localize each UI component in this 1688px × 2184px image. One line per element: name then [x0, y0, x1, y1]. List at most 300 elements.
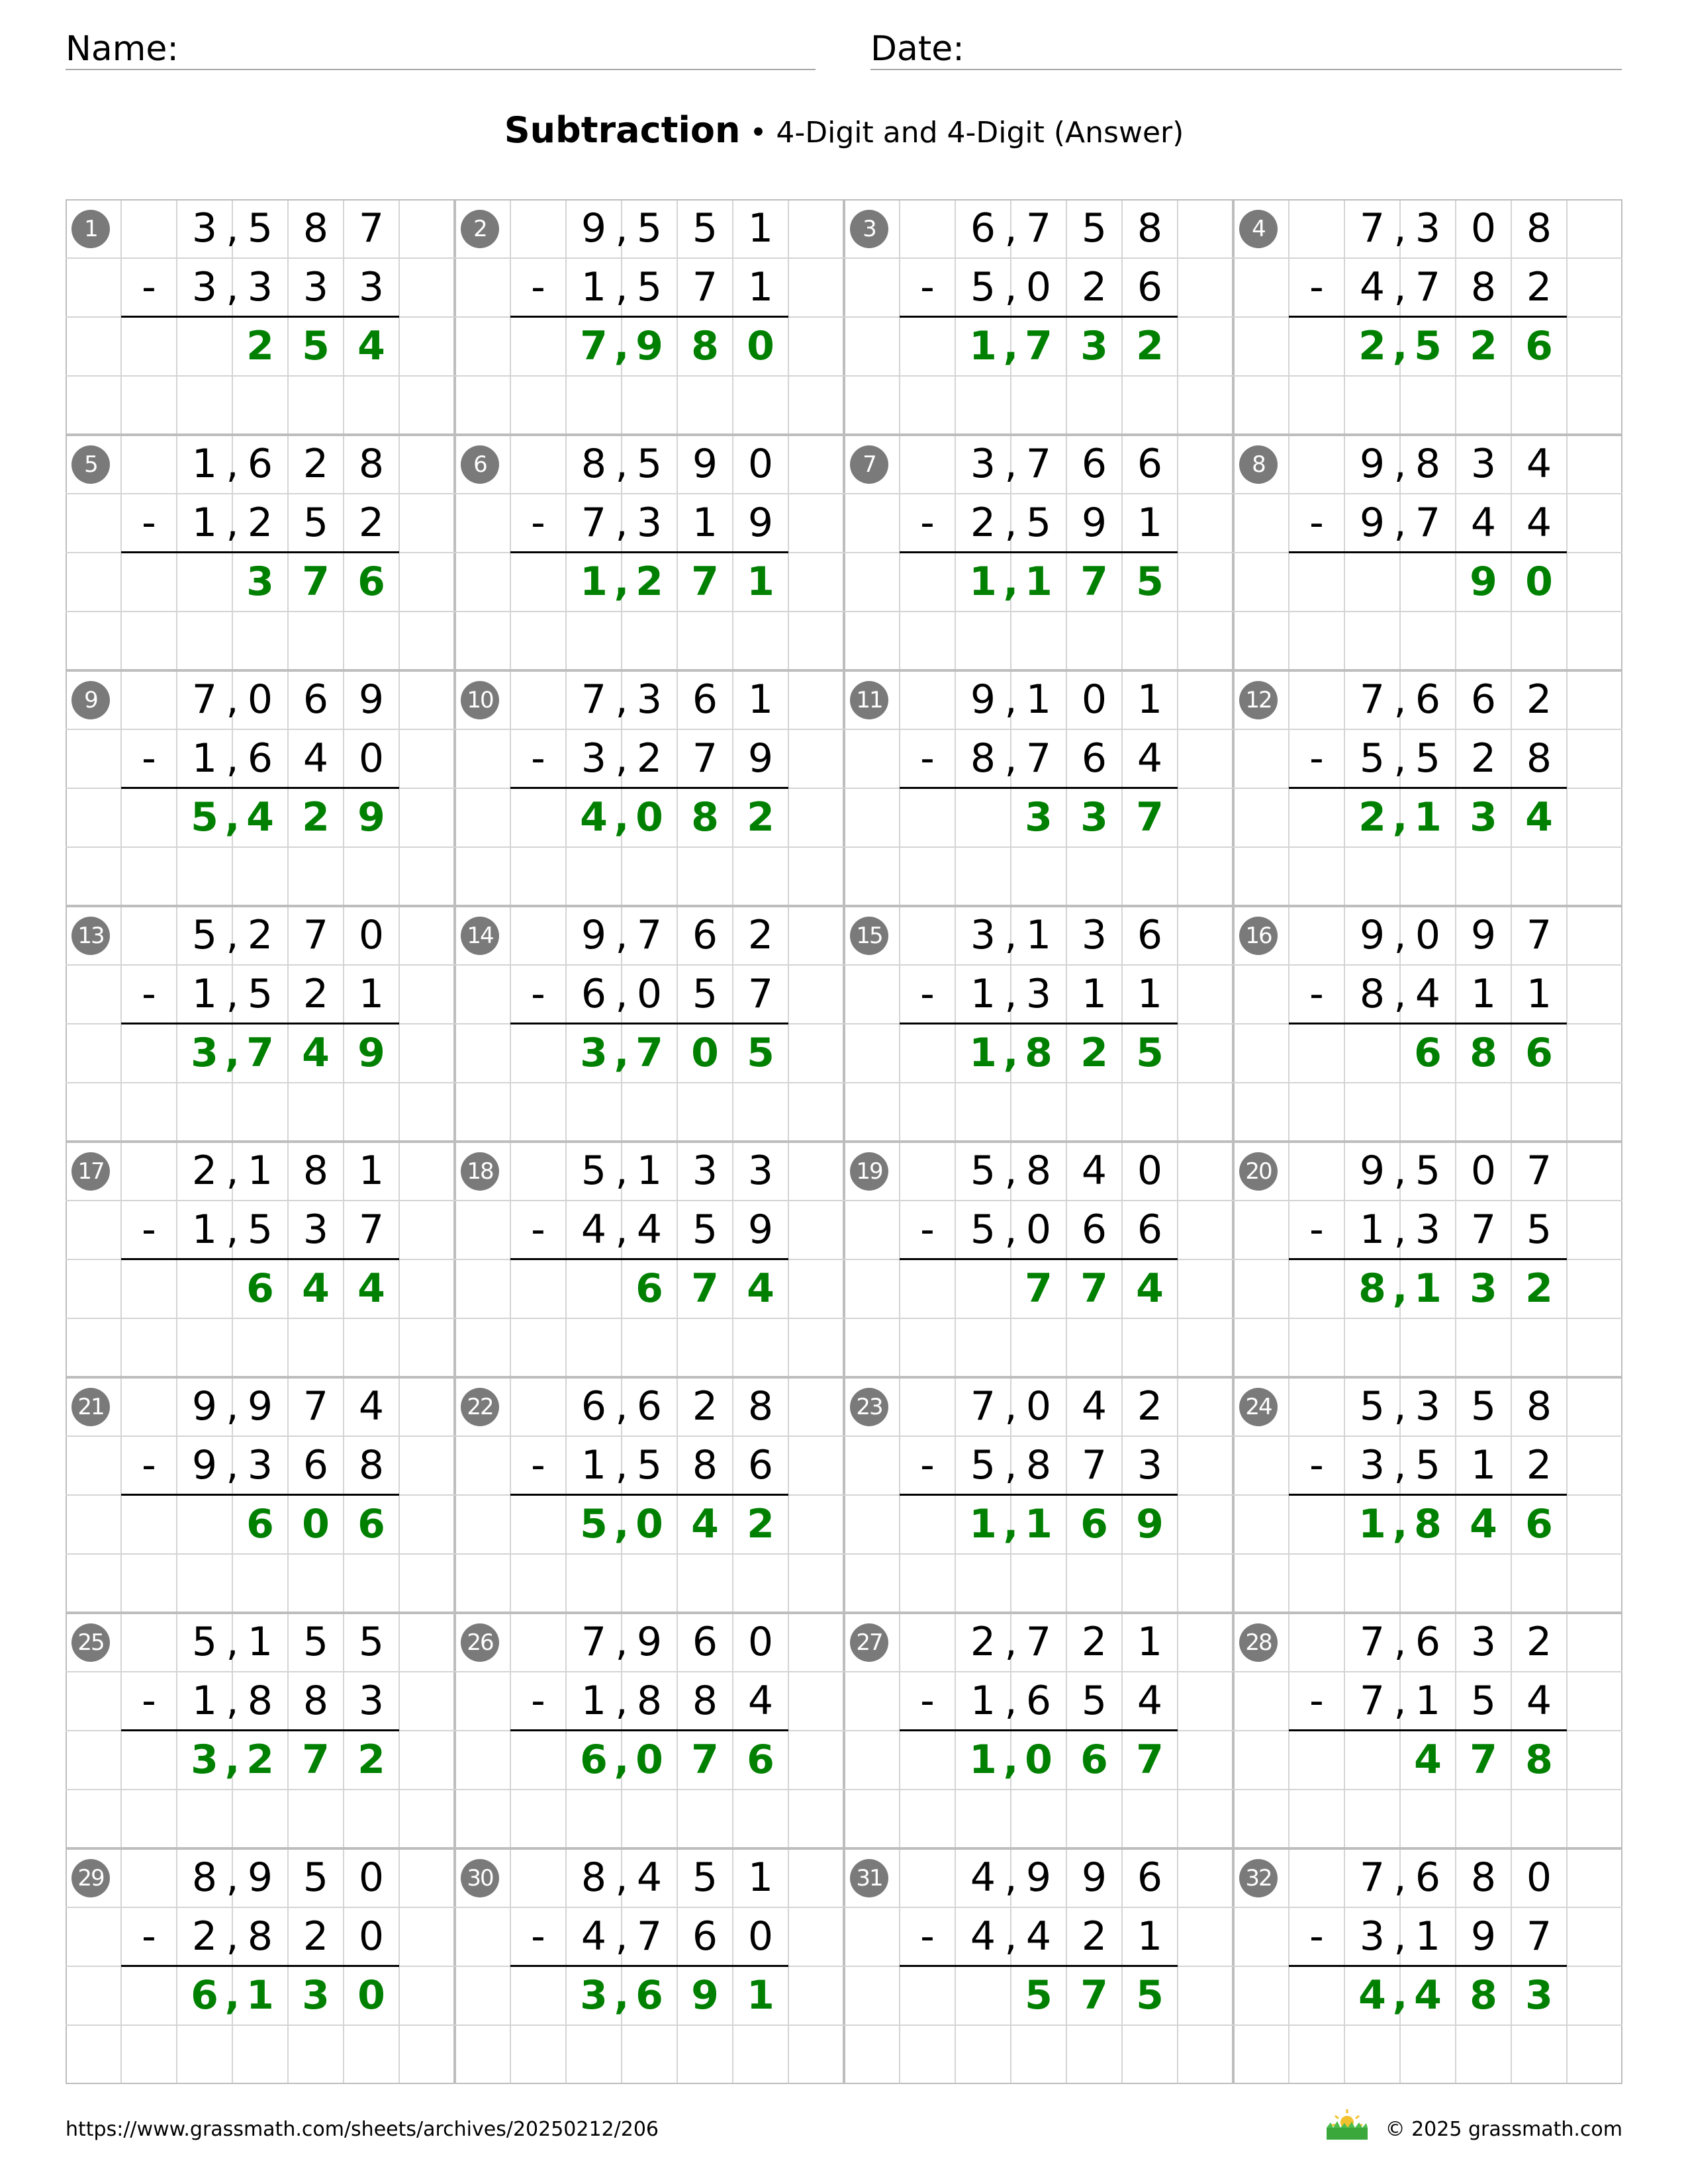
subtrahend-digit: 3 — [247, 264, 273, 310]
answer-digit: 1 — [246, 1972, 274, 2019]
subtrahend-digit: 5 — [1081, 1678, 1107, 1724]
subtrahend-digit: 8 — [970, 735, 996, 782]
answer-digit: 3 — [1525, 1972, 1553, 2019]
minuend-digit: 4 — [636, 1854, 663, 1901]
minuend-digit: 9 — [1359, 912, 1385, 958]
subtrahend-digit: 0 — [1025, 264, 1052, 310]
minus-sign: - — [1309, 1206, 1324, 1253]
answer-digit: 1 — [1025, 559, 1053, 605]
minuend-digit: 0 — [1025, 1383, 1052, 1430]
thousands-comma: , — [1393, 441, 1407, 487]
subtrahend-digit: 1 — [970, 1678, 996, 1724]
answer-digit: 1 — [1025, 1501, 1053, 1547]
minuend-digit: 8 — [1526, 205, 1552, 251]
minuend-digit: 1 — [1137, 1619, 1163, 1665]
answer-digit: 1 — [747, 559, 774, 605]
thousands-comma: , — [614, 1737, 630, 1783]
answer-digit: 5 — [1136, 1972, 1164, 2019]
problem-number-badge: 31 — [850, 1859, 888, 1897]
minuend-digit: 7 — [303, 912, 329, 958]
date-label: Date: — [870, 29, 964, 69]
minuend-digit: 3 — [1470, 441, 1497, 487]
thousands-comma: , — [1004, 264, 1017, 310]
date-field[interactable] — [870, 24, 1622, 70]
minuend-digit: 9 — [1359, 1148, 1385, 1194]
answer-digit: 0 — [635, 794, 663, 841]
subtrahend-digit: 1 — [1470, 971, 1497, 1017]
answer-digit: 0 — [357, 1972, 385, 2019]
thousands-comma: , — [1003, 1501, 1019, 1547]
answer-digit: 5 — [191, 794, 218, 841]
thousands-comma: , — [615, 1913, 628, 1960]
minuend-digit: 7 — [1526, 912, 1552, 958]
minuend-digit: 5 — [636, 205, 663, 251]
subtrahend-digit: 7 — [747, 971, 774, 1017]
minuend-digit: 3 — [1081, 912, 1107, 958]
answer-digit: 1 — [1414, 794, 1442, 841]
thousands-comma: , — [1004, 971, 1017, 1017]
thousands-comma: , — [226, 735, 239, 782]
subtrahend-digit: 4 — [1025, 1913, 1052, 1960]
minus-sign: - — [142, 735, 156, 782]
answer-digit: 4 — [691, 1501, 719, 1547]
subtrahend-digit: 3 — [1359, 1913, 1385, 1960]
minus-sign: - — [531, 735, 545, 782]
minuend-digit: 5 — [1081, 205, 1107, 251]
minuend-digit: 9 — [1359, 441, 1385, 487]
answer-digit: 7 — [691, 1265, 719, 1312]
thousands-comma: , — [226, 1442, 239, 1488]
minuend-digit: 2 — [303, 441, 329, 487]
minus-sign: - — [531, 264, 545, 310]
answer-digit: 4 — [246, 794, 274, 841]
minuend-digit: 7 — [191, 676, 218, 723]
subtrahend-digit: 4 — [1415, 971, 1441, 1017]
answer-rule — [900, 551, 1178, 553]
answer-digit: 3 — [1080, 323, 1108, 369]
minuend-digit: 8 — [1470, 1854, 1497, 1901]
thousands-comma: , — [615, 1854, 628, 1901]
name-label: Name: — [66, 29, 179, 69]
minuend-digit: 7 — [1025, 441, 1052, 487]
answer-digit: 2 — [1080, 1030, 1108, 1076]
thousands-comma: , — [226, 1206, 239, 1253]
answer-digit: 4 — [1414, 1737, 1442, 1783]
minuend-digit: 6 — [692, 912, 718, 958]
subtrahend-digit: 2 — [1526, 264, 1552, 310]
thousands-comma: , — [1004, 441, 1017, 487]
minuend-digit: 6 — [1137, 441, 1163, 487]
answer-digit: 6 — [191, 1972, 218, 2019]
answer-rule — [1289, 787, 1567, 789]
minuend-digit: 2 — [1081, 1619, 1107, 1665]
problem-number-badge: 18 — [461, 1152, 499, 1191]
thousands-comma: , — [226, 1148, 239, 1194]
subtrahend-digit: 3 — [191, 264, 218, 310]
subtrahend-digit: 5 — [970, 1206, 996, 1253]
answer-digit: 2 — [1136, 323, 1164, 369]
subtrahend-digit: 6 — [692, 1913, 718, 1960]
subtrahend-digit: 0 — [636, 971, 663, 1017]
minus-sign: - — [920, 1206, 935, 1253]
thousands-comma: , — [224, 794, 240, 841]
answer-digit: 4 — [747, 1265, 774, 1312]
subtrahend-digit: 2 — [1081, 1913, 1107, 1960]
subtrahend-digit: 3 — [1025, 971, 1052, 1017]
subtrahend-digit: 1 — [191, 735, 218, 782]
subtrahend-digit: 3 — [581, 735, 607, 782]
subtrahend-digit: 5 — [1415, 735, 1441, 782]
subtrahend-digit: 1 — [581, 1442, 607, 1488]
answer-digit: 8 — [1470, 1030, 1497, 1076]
problem-number-badge: 22 — [461, 1388, 499, 1426]
answer-digit: 2 — [635, 559, 663, 605]
minuend-digit: 8 — [1025, 1148, 1052, 1194]
subtrahend-digit: 8 — [1526, 735, 1552, 782]
answer-digit: 7 — [246, 1030, 274, 1076]
subtrahend-digit: 8 — [1025, 1442, 1052, 1488]
subtrahend-digit: 1 — [581, 1678, 607, 1724]
minuend-digit: 1 — [1025, 676, 1052, 723]
thousands-comma: , — [614, 794, 630, 841]
subtrahend-digit: 4 — [1359, 264, 1385, 310]
minus-sign: - — [1309, 971, 1324, 1017]
thousands-comma: , — [1004, 1913, 1017, 1960]
subtrahend-digit: 5 — [692, 1206, 718, 1253]
subtrahend-digit: 3 — [247, 1442, 273, 1488]
subtrahend-digit: 2 — [303, 971, 329, 1017]
minus-sign: - — [531, 1678, 545, 1724]
subtrahend-digit: 8 — [692, 1678, 718, 1724]
thousands-comma: , — [226, 500, 239, 546]
answer-digit: 0 — [691, 1030, 719, 1076]
problem-number-badge: 26 — [461, 1623, 499, 1662]
minuend-digit: 9 — [247, 1383, 273, 1430]
answer-digit: 2 — [747, 1501, 774, 1547]
minus-sign: - — [920, 500, 935, 546]
subtrahend-digit: 5 — [1470, 1678, 1497, 1724]
minuend-digit: 6 — [1415, 676, 1441, 723]
subtrahend-digit: 7 — [1025, 735, 1052, 782]
title-main: Subtraction — [504, 109, 741, 151]
thousands-comma: , — [1393, 500, 1407, 546]
minuend-digit: 1 — [747, 676, 774, 723]
minuend-digit: 5 — [1470, 1383, 1497, 1430]
title-subtitle: • 4-Digit and 4-Digit (Answer) — [740, 116, 1184, 150]
minuend-digit: 9 — [1025, 1854, 1052, 1901]
thousands-comma: , — [1004, 205, 1017, 251]
minus-sign: - — [531, 1442, 545, 1488]
answer-digit: 2 — [1358, 794, 1386, 841]
answer-rule — [1289, 1258, 1567, 1260]
answer-digit: 9 — [635, 323, 663, 369]
minuend-digit: 2 — [1526, 676, 1552, 723]
answer-digit: 4 — [1470, 1501, 1497, 1547]
problem-number-badge: 28 — [1239, 1623, 1278, 1662]
thousands-comma: , — [224, 1972, 240, 2019]
thousands-comma: , — [615, 676, 628, 723]
subtrahend-digit: 1 — [1359, 1206, 1385, 1253]
subtrahend-digit: 1 — [1137, 971, 1163, 1017]
thousands-comma: , — [1393, 912, 1407, 958]
subtrahend-digit: 7 — [636, 1913, 663, 1960]
minuend-digit: 4 — [1081, 1148, 1107, 1194]
answer-digit: 4 — [580, 794, 608, 841]
subtrahend-digit: 4 — [636, 1206, 663, 1253]
thousands-comma: , — [1003, 559, 1019, 605]
answer-rule — [510, 1494, 788, 1496]
minuend-digit: 7 — [970, 1383, 996, 1430]
minuend-digit: 8 — [1137, 205, 1163, 251]
problem-number-badge: 8 — [1239, 445, 1278, 484]
answer-rule — [900, 1258, 1178, 1260]
thousands-comma: , — [1393, 1442, 1407, 1488]
subtrahend-digit: 2 — [970, 500, 996, 546]
minuend-digit: 6 — [247, 441, 273, 487]
problem-number-badge: 27 — [850, 1623, 888, 1662]
footer-url: https://www.grassmath.com/sheets/archives/20250212/206 — [66, 2118, 659, 2141]
thousands-comma: , — [615, 205, 628, 251]
subtrahend-digit: 0 — [747, 1913, 774, 1960]
thousands-comma: , — [1003, 1030, 1019, 1076]
minuend-digit: 2 — [247, 912, 273, 958]
subtrahend-digit: 7 — [1415, 500, 1441, 546]
minuend-digit: 3 — [970, 912, 996, 958]
answer-digit: 7 — [1470, 1737, 1497, 1783]
subtrahend-digit: 7 — [1415, 264, 1441, 310]
minuend-digit: 5 — [1359, 1383, 1385, 1430]
answer-digit: 1 — [969, 1501, 997, 1547]
minuend-digit: 0 — [1081, 676, 1107, 723]
subtrahend-digit: 8 — [636, 1678, 663, 1724]
thousands-comma: , — [614, 323, 630, 369]
minuend-digit: 2 — [970, 1619, 996, 1665]
answer-digit: 1 — [1358, 1501, 1386, 1547]
minuend-digit: 2 — [1137, 1383, 1163, 1430]
minuend-digit: 5 — [303, 1619, 329, 1665]
thousands-comma: , — [614, 1030, 630, 1076]
thousands-comma: , — [226, 912, 239, 958]
thousands-comma: , — [226, 1913, 239, 1960]
minuend-digit: 5 — [636, 441, 663, 487]
answer-digit: 8 — [1358, 1265, 1386, 1312]
subtrahend-digit: 8 — [1470, 264, 1497, 310]
thousands-comma: , — [1393, 1206, 1407, 1253]
subtrahend-digit: 9 — [1359, 500, 1385, 546]
sun-over-grass-icon — [1324, 2108, 1370, 2141]
problem-number-badge: 32 — [1239, 1859, 1278, 1897]
minuend-digit: 5 — [692, 1854, 718, 1901]
answer-digit: 3 — [580, 1030, 608, 1076]
subtrahend-digit: 4 — [581, 1206, 607, 1253]
subtrahend-digit: 7 — [1359, 1678, 1385, 1724]
minuend-digit: 3 — [1470, 1619, 1497, 1665]
answer-digit: 5 — [747, 1030, 774, 1076]
answer-digit: 1 — [969, 1737, 997, 1783]
minus-sign: - — [920, 264, 935, 310]
subtrahend-digit: 9 — [191, 1442, 218, 1488]
subtrahend-digit: 4 — [1470, 500, 1497, 546]
minus-sign: - — [531, 971, 545, 1017]
subtrahend-digit: 6 — [581, 971, 607, 1017]
thousands-comma: , — [224, 1737, 240, 1783]
thousands-comma: , — [1393, 1913, 1407, 1960]
thousands-comma: , — [226, 1678, 239, 1724]
minuend-digit: 6 — [692, 676, 718, 723]
answer-rule — [900, 1965, 1178, 1967]
minuend-digit: 3 — [1415, 1383, 1441, 1430]
thousands-comma: , — [1003, 323, 1019, 369]
answer-digit: 7 — [302, 1737, 330, 1783]
answer-digit: 9 — [691, 1972, 719, 2019]
subtrahend-digit: 7 — [1470, 1206, 1497, 1253]
thousands-comma: , — [1004, 676, 1017, 723]
answer-digit: 2 — [1470, 323, 1497, 369]
minuend-digit: 7 — [1359, 1854, 1385, 1901]
answer-digit: 7 — [580, 323, 608, 369]
subtrahend-digit: 2 — [303, 1913, 329, 1960]
answer-digit: 4 — [1414, 1972, 1442, 2019]
answer-digit: 6 — [1080, 1501, 1108, 1547]
subtrahend-digit: 9 — [747, 500, 774, 546]
subtrahend-digit: 3 — [1359, 1442, 1385, 1488]
subtrahend-digit: 1 — [1415, 1913, 1441, 1960]
thousands-comma: , — [226, 1619, 239, 1665]
subtrahend-digit: 9 — [1081, 500, 1107, 546]
subtrahend-digit: 5 — [970, 264, 996, 310]
thousands-comma: , — [615, 1206, 628, 1253]
minuend-digit: 0 — [358, 1854, 385, 1901]
thousands-comma: , — [615, 971, 628, 1017]
answer-digit: 0 — [635, 1737, 663, 1783]
subtrahend-digit: 2 — [1081, 264, 1107, 310]
minuend-digit: 8 — [581, 441, 607, 487]
subtrahend-digit: 3 — [358, 264, 385, 310]
minuend-digit: 7 — [1526, 1148, 1552, 1194]
subtrahend-digit: 8 — [1359, 971, 1385, 1017]
minuend-digit: 8 — [581, 1854, 607, 1901]
answer-digit: 6 — [635, 1972, 663, 2019]
minuend-digit: 1 — [747, 1854, 774, 1901]
answer-digit: 2 — [302, 794, 330, 841]
subtrahend-digit: 5 — [1359, 735, 1385, 782]
thousands-comma: , — [226, 676, 239, 723]
answer-rule — [510, 1965, 788, 1967]
minuend-digit: 1 — [247, 1148, 273, 1194]
subtrahend-digit: 1 — [191, 1678, 218, 1724]
thousands-comma: , — [1004, 912, 1017, 958]
minuend-digit: 8 — [303, 1148, 329, 1194]
thousands-comma: , — [615, 1148, 628, 1194]
thousands-comma: , — [615, 264, 628, 310]
problem-number-badge: 12 — [1239, 681, 1278, 719]
answer-digit: 3 — [191, 1737, 218, 1783]
subtrahend-digit: 6 — [247, 735, 273, 782]
answer-digit: 2 — [1525, 1265, 1553, 1312]
problem-number-badge: 2 — [461, 210, 499, 248]
answer-digit: 1 — [580, 559, 608, 605]
subtrahend-digit: 0 — [358, 735, 385, 782]
subtrahend-digit: 2 — [358, 500, 385, 546]
answer-digit: 6 — [357, 559, 385, 605]
answer-digit: 3 — [580, 1972, 608, 2019]
minuend-digit: 5 — [247, 205, 273, 251]
minuend-digit: 0 — [747, 441, 774, 487]
thousands-comma: , — [1004, 1148, 1017, 1194]
answer-digit: 4 — [302, 1265, 330, 1312]
minuend-digit: 1 — [636, 1148, 663, 1194]
thousands-comma: , — [226, 441, 239, 487]
minuend-digit: 0 — [1470, 1148, 1497, 1194]
subtrahend-digit: 4 — [970, 1913, 996, 1960]
subtrahend-digit: 4 — [303, 735, 329, 782]
minuend-digit: 9 — [581, 912, 607, 958]
answer-digit: 2 — [747, 794, 774, 841]
answer-digit: 4 — [1136, 1265, 1164, 1312]
minuend-digit: 9 — [636, 1619, 663, 1665]
answer-digit: 9 — [1470, 559, 1497, 605]
answer-digit: 2 — [357, 1737, 385, 1783]
answer-digit: 7 — [1080, 559, 1108, 605]
answer-digit: 4 — [1358, 1972, 1386, 2019]
answer-digit: 7 — [1136, 1737, 1164, 1783]
answer-rule — [121, 551, 399, 553]
problem-number-badge: 19 — [850, 1152, 888, 1191]
answer-digit: 3 — [191, 1030, 218, 1076]
answer-rule — [900, 787, 1178, 789]
minuend-digit: 6 — [1415, 1619, 1441, 1665]
subtrahend-digit: 3 — [358, 1678, 385, 1724]
subtrahend-digit: 7 — [692, 735, 718, 782]
thousands-comma: , — [226, 971, 239, 1017]
minus-sign: - — [142, 1206, 156, 1253]
answer-digit: 0 — [1525, 559, 1553, 605]
subtrahend-digit: 7 — [581, 500, 607, 546]
thousands-comma: , — [1393, 205, 1407, 251]
subtrahend-digit: 1 — [970, 971, 996, 1017]
subtrahend-digit: 1 — [1415, 1678, 1441, 1724]
minuend-digit: 2 — [747, 912, 774, 958]
minuend-digit: 7 — [1359, 1619, 1385, 1665]
subtrahend-digit: 4 — [1526, 500, 1552, 546]
subtrahend-digit: 6 — [1081, 1206, 1107, 1253]
minuend-digit: 8 — [191, 1854, 218, 1901]
minuend-digit: 0 — [247, 676, 273, 723]
answer-digit: 7 — [691, 1737, 719, 1783]
answer-digit: 0 — [302, 1501, 330, 1547]
answer-digit: 0 — [635, 1501, 663, 1547]
footer-copyright: © 2025 grassmath.com — [1385, 2118, 1622, 2141]
subtrahend-digit: 2 — [247, 500, 273, 546]
thousands-comma: , — [1392, 1972, 1408, 2019]
subtrahend-digit: 1 — [191, 1206, 218, 1253]
minuend-digit: 2 — [1526, 1619, 1552, 1665]
subtrahend-digit: 0 — [358, 1913, 385, 1960]
name-field[interactable] — [66, 24, 816, 70]
thousands-comma: , — [1392, 323, 1408, 369]
minuend-digit: 4 — [970, 1854, 996, 1901]
answer-digit: 0 — [1025, 1737, 1053, 1783]
minuend-digit: 9 — [692, 441, 718, 487]
answer-digit: 1 — [1414, 1265, 1442, 1312]
problem-number-badge: 3 — [850, 210, 888, 248]
answer-rule — [121, 1965, 399, 1967]
answer-digit: 8 — [1025, 1030, 1053, 1076]
minuend-digit: 5 — [191, 912, 218, 958]
thousands-comma: , — [226, 205, 239, 251]
answer-digit: 4 — [357, 1265, 385, 1312]
subtrahend-digit: 1 — [1137, 500, 1163, 546]
